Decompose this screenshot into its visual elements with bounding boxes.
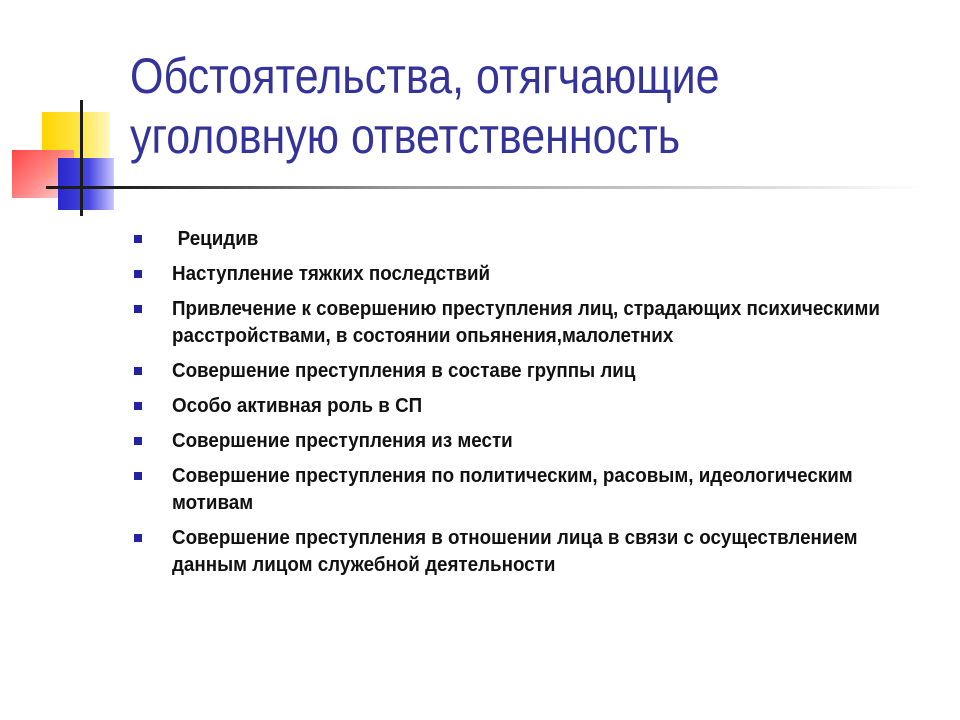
bullet-text: Совершение преступления в отношении лица в связи с осуществлением данным лицом служебной деятельности: [172, 527, 858, 576]
title-underline-rule: [46, 186, 926, 189]
square-bullet-icon: [134, 472, 142, 480]
bullet-item: [132, 525, 942, 579]
bullet-text: Совершение преступления из мести: [172, 430, 513, 452]
bullet-item: [132, 296, 942, 350]
bullet-text: Рецидив: [177, 228, 259, 250]
square-bullet-icon: [134, 437, 142, 445]
square-bullet-icon: [134, 305, 142, 313]
slide-title: [130, 46, 818, 166]
slide-title-line-1: Обстоятельства, отягчающие: [130, 48, 720, 104]
bullet-item: [132, 393, 942, 420]
square-bullet-icon: [134, 402, 142, 410]
bullet-item: [132, 463, 942, 517]
bullet-item: [132, 358, 942, 385]
square-bullet-icon: [134, 270, 142, 278]
bullet-text: Привлечение к совершению преступления лиц, страдающих психическими расстройствами, в состоянии опьянения,малолетних: [172, 298, 880, 347]
bullet-item: [132, 428, 942, 455]
square-bullet-icon: [134, 367, 142, 375]
square-bullet-icon: [134, 235, 142, 243]
bullet-item: [132, 261, 942, 288]
bullet-text: Наступление тяжких последствий: [172, 263, 491, 285]
slide-title-line-2: уголовную ответственность: [130, 108, 681, 164]
bullet-item: [132, 226, 942, 253]
bullet-text: Совершение преступления в составе группы лиц: [172, 360, 636, 382]
square-bullet-icon: [134, 534, 142, 542]
bullet-text: Совершение преступления по политическим, расовым, идеологическим мотивам: [172, 465, 853, 514]
vertical-rule: [80, 100, 83, 216]
bullet-text: Особо активная роль в СП: [172, 395, 423, 417]
bullet-list: [132, 226, 942, 587]
blue-square-shape: [58, 158, 114, 210]
